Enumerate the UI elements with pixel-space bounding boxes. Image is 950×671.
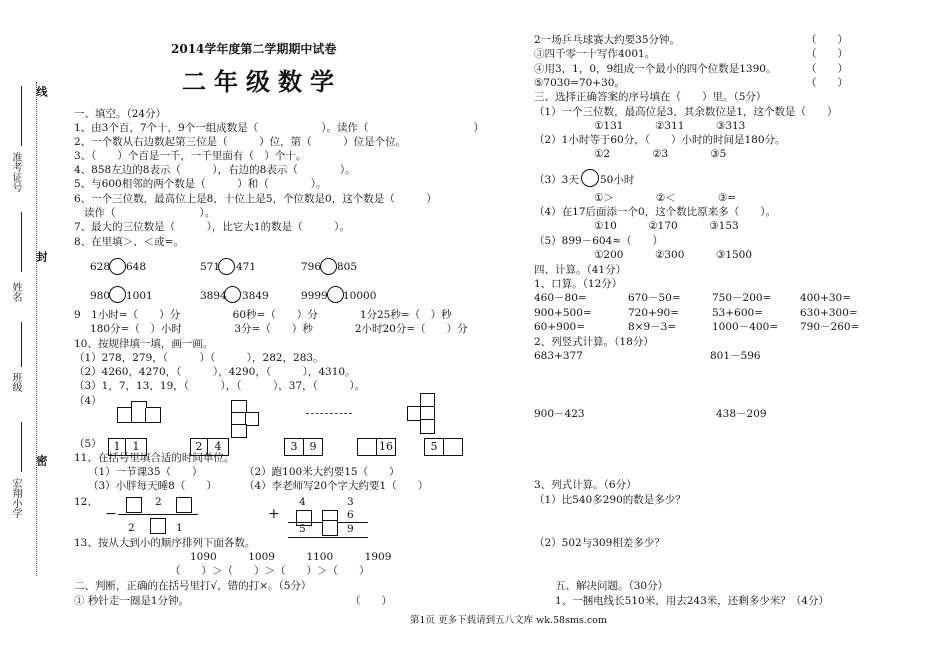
choice-1: （1）一个三位数，最高位是3，其余数位是1，这个数是（ ） — [534, 106, 838, 118]
puzzle-digit: 4 — [299, 496, 306, 508]
compare-circle[interactable] — [581, 169, 599, 187]
question-11-4: （4）李老师写20个字大约要1（ ） — [244, 480, 429, 492]
subject-title: 二年级数学 — [182, 68, 342, 96]
choice-4: （4）在17后面添一个0，这个数比原来多（ ）。 — [534, 206, 776, 218]
school-label: 宏翔小学 — [10, 478, 21, 518]
question-3: 3、（ ）个百是一千，一千里面有（ ）个十。 — [74, 150, 307, 162]
question-10-3: （3）1，7，13，19，（ ），（ ），37，（ ）。 — [74, 380, 366, 392]
judge-paren: （ ） — [806, 77, 848, 89]
puzzle-digit: 3 — [347, 496, 354, 508]
binding-mark-line: 线 — [35, 86, 48, 97]
school-underline — [21, 422, 22, 472]
choice-3-options: ①＞ ②＜ ③= — [594, 192, 737, 204]
exam-title: 2014学年度第二学期期中试卷 — [171, 42, 337, 56]
vertical-problem-d: 438－209 — [716, 408, 767, 420]
seq-box: 2 — [190, 438, 208, 456]
compare-num: 10000 — [343, 290, 377, 302]
choice-1-options: ①131 ②311 ③313 — [594, 120, 746, 132]
seq-box-blank[interactable] — [357, 438, 377, 456]
name-underline — [21, 212, 22, 272]
binding-mark-seal: 封 — [35, 251, 48, 262]
section-2-heading: 二、判断，正确的在括号里打√，错的打×。（5分） — [74, 580, 312, 592]
compare-circle[interactable] — [320, 258, 337, 275]
vertical-problem-a: 683+377 — [534, 350, 583, 362]
seq-box: 4 — [207, 438, 229, 456]
seq-box: 3 — [284, 438, 304, 456]
choice-2: （2）1小时等于60分，（ ）小时的时间是180分。 — [534, 134, 786, 146]
vertical-problem-c: 900－423 — [534, 408, 585, 420]
question-13-answer: （ ）＞（ ）＞（ ）＞（ ） — [170, 565, 370, 577]
page-footer: 第1页 更多下载请到五八文库 wk.58sms.com — [410, 615, 607, 626]
seq-box: 1 — [108, 438, 126, 456]
question-7: 7、最大的三位数是（ ），比它大1的数是（ ）。 — [74, 221, 350, 233]
section-1-heading: 一、填空。（24分） — [74, 108, 167, 120]
puzzle-digit: 2 — [128, 522, 135, 534]
question-10-1: （1）278，279，（ ）（ ），282，283。 — [74, 352, 324, 364]
problem-1: 1、一捆电线长510米，用去243米，还剩多少米？（4分） — [555, 595, 829, 607]
question-1: 1、由3个百，7个十，9个一组成数是（ ）。读作（ ） — [74, 122, 484, 134]
compare-num: 3894 — [200, 290, 227, 302]
question-13: 13、按从大到小的顺序排列下面各数。 — [74, 537, 256, 549]
oral-heading: 1、口算。（12分） — [534, 278, 623, 290]
compare-circle[interactable] — [109, 258, 126, 275]
judge-4: ④用3，1，0，9组成一个最小的四个位数是1390。 — [534, 63, 777, 75]
equation-1: （1）比540多290的数是多少？ — [534, 494, 686, 506]
judge-paren: （ ） — [806, 48, 848, 60]
question-11-2: （2）跑100米大约要15（ ） — [244, 466, 400, 478]
question-11-1: （1）一节课35（ ） — [88, 466, 203, 478]
choice-5: （5）899－604≈（ ） — [534, 235, 664, 247]
pattern-square — [131, 401, 147, 408]
compare-num: 3849 — [242, 290, 269, 302]
compare-circle[interactable] — [109, 286, 126, 303]
seq-box: 9 — [303, 438, 323, 456]
plus-sign: + — [268, 506, 280, 522]
puzzle-digit: 1 — [176, 522, 183, 534]
question-10-5: （5） — [74, 438, 102, 450]
seq-box: 16 — [376, 438, 396, 456]
judge-1: ① 秒针走一圈是1分钟。 — [74, 595, 190, 607]
binding-mark-bind: 密 — [35, 455, 48, 466]
oral-item: 750－200= — [712, 292, 772, 304]
vertical-heading: 2、列竖式计算。（18分） — [534, 336, 654, 348]
compare-num: 9999 — [301, 290, 328, 302]
equation-heading: 3、列式计算。（6分） — [534, 479, 637, 491]
class-underline — [21, 322, 22, 367]
question-10: 10、按规律填一填，画一画。 — [74, 338, 214, 350]
question-10-4: （4） — [74, 395, 102, 407]
seq-box: 1 — [125, 438, 147, 456]
puzzle-rule — [288, 537, 368, 538]
compare-circle[interactable] — [224, 286, 241, 303]
puzzle-digit: 6 — [347, 509, 354, 521]
compare-circle[interactable] — [218, 258, 235, 275]
compare-num: 980 — [90, 290, 111, 302]
oral-item: 790－260= — [800, 321, 860, 333]
compare-num: 648 — [126, 261, 147, 273]
question-6-read: 读作（ ）。 — [84, 207, 216, 219]
question-9-row-2: 180分=（ ）小时 3分=（ ）秒 2小时20分=（ ）分 — [90, 323, 468, 335]
oral-item: 60+900= — [534, 321, 585, 333]
pattern-blank — [306, 413, 352, 414]
question-10-2: （2）4260，4270，（ ），4290，（ ），4310。 — [74, 366, 356, 378]
section-3-heading: 三、选择正确答案的序号填在（ ）里。（5分） — [534, 91, 767, 103]
digit-box[interactable] — [126, 497, 142, 513]
compare-num: 796 — [301, 261, 322, 273]
section-5-heading: 五、解决问题。（30分） — [555, 580, 669, 592]
question-2: 2、一个数从右边数起第三位是（ ）位，第（ ）位是个位。 — [74, 136, 407, 148]
binding-dotted-line — [36, 82, 37, 576]
oral-item: 670－50= — [628, 292, 681, 304]
digit-box[interactable] — [322, 520, 338, 536]
judge-paren: （ ） — [806, 63, 848, 75]
oral-item: 720+90= — [628, 307, 679, 319]
section-4-heading: 四、计算。（41分） — [534, 264, 627, 276]
compare-circle[interactable] — [327, 286, 344, 303]
question-6: 6、一个三位数，最高位上是8，十位上是5，个位数是0，这个数是（ ） — [74, 193, 437, 205]
question-9-row-1: 9 1小时=（ ）分 60秒=（ ）分 1分25秒=（ ）秒 — [74, 309, 452, 321]
oral-item: 400+30= — [800, 292, 851, 304]
choice-5-options: ①200 ②300 ③1500 — [594, 249, 753, 261]
compare-num: 571 — [200, 261, 221, 273]
seq-box: 5 — [424, 438, 444, 456]
pattern-square — [420, 419, 435, 434]
judge-3: ③四千零一十写作4001。 — [534, 48, 656, 60]
pattern-square — [245, 412, 259, 426]
judge-5: ⑤7030=70+30。 — [534, 77, 625, 89]
compare-num: 1001 — [126, 290, 153, 302]
seq-box-blank[interactable] — [443, 438, 463, 456]
judge-2: 2一场乒乓球赛大约要35分钟。 — [534, 34, 681, 46]
question-13-numbers: 1090 1009 1100 1909 — [190, 551, 392, 563]
compare-num: 805 — [337, 261, 358, 273]
judge-1-paren: （ ） — [350, 595, 392, 607]
choice-3-right: 50小时 — [600, 174, 635, 186]
question-4: 4、858左边的8表示（ ），右边的8表示（ ）。 — [74, 164, 356, 176]
digit-box[interactable] — [150, 518, 166, 534]
pattern-square — [145, 407, 161, 423]
question-5: 5、与600相邻的两个数是（ ）和（ ）。 — [74, 178, 327, 190]
compare-num: 471 — [236, 261, 257, 273]
oral-item: 460－80= — [534, 292, 587, 304]
choice-3-left: （3）3天 — [534, 174, 579, 186]
question-8: 8、在里填＞、＜或=。 — [74, 236, 184, 248]
oral-item: 900+500= — [534, 307, 592, 319]
puzzle-rule — [118, 514, 198, 515]
oral-item: 1000－400= — [712, 321, 779, 333]
choice-4-options: ①10 ②170 ③153 — [594, 220, 739, 232]
oral-item: 8×9－3= — [628, 321, 677, 333]
oral-item: 53+600= — [712, 307, 763, 319]
puzzle-digit: 9 — [347, 523, 354, 535]
exam-no-underline — [21, 86, 22, 146]
choice-2-options: ①2 ②3 ③5 — [594, 148, 727, 160]
judge-paren: （ ） — [806, 34, 848, 46]
question-12: 12、 — [74, 496, 98, 508]
exam-no-label: 准考证号 — [10, 152, 21, 192]
question-11-3: （3）小胖每天睡8（ ） — [88, 480, 217, 492]
oral-item: 630+300= — [800, 307, 858, 319]
vertical-problem-b: 801－596 — [710, 350, 761, 362]
puzzle-digit: 2 — [155, 496, 162, 508]
pattern-square — [231, 424, 247, 438]
digit-box[interactable] — [176, 497, 192, 513]
class-label: 班级 — [10, 372, 21, 392]
minus-sign: − — [105, 506, 117, 522]
compare-num: 628 — [90, 261, 111, 273]
question-11: 11、在括号里填合适的时间单位。 — [74, 452, 235, 464]
equation-2: （2）502与309相差多少？ — [534, 537, 665, 549]
puzzle-digit: 5 — [299, 523, 306, 535]
name-label: 姓名 — [10, 282, 21, 302]
